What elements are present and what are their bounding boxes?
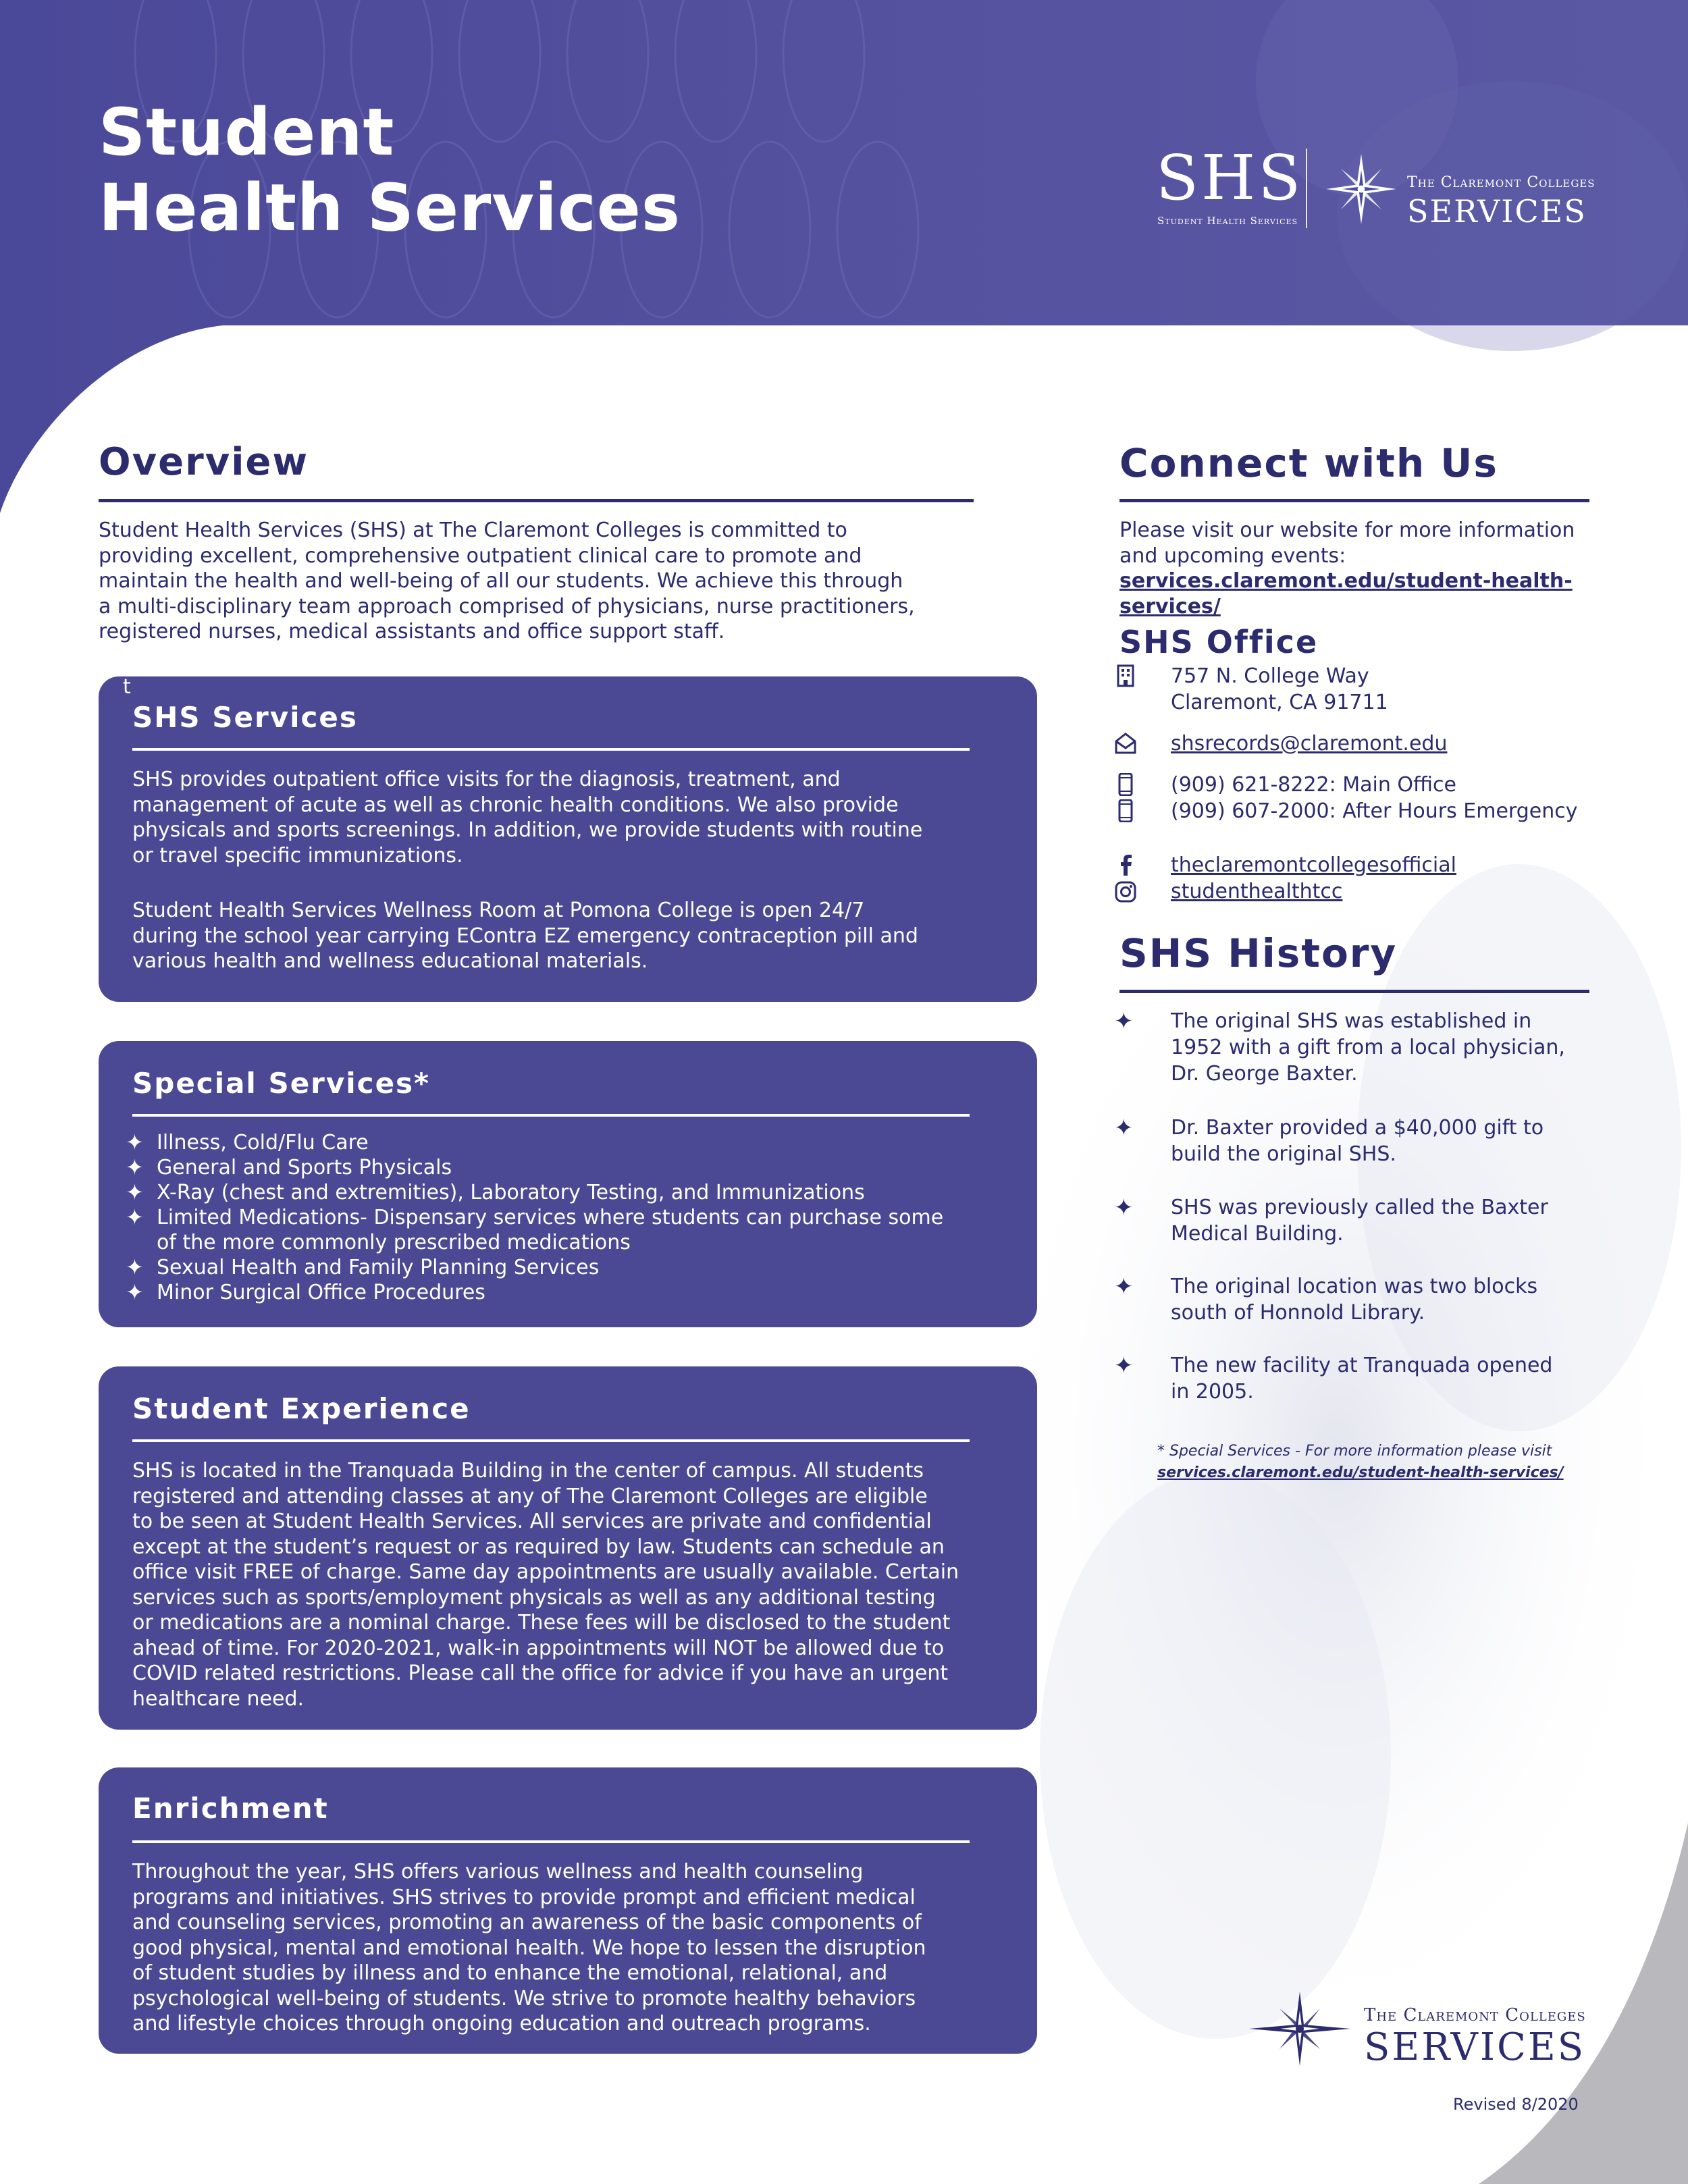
special-services-box bbox=[99, 1041, 1037, 1327]
list-item-text: of the more commonly prescribed medications bbox=[157, 1231, 631, 1254]
phone-main[interactable]: (909) 621-8222: Main Office bbox=[1171, 773, 1457, 797]
list-item bbox=[126, 1130, 1017, 1155]
star-bullet-icon: ✦ bbox=[126, 1129, 144, 1155]
text-line: Please visit our website for more information bbox=[1119, 518, 1575, 542]
text-line: good physical, mental and emotional health. We hope to lessen the disruption bbox=[132, 1936, 926, 1960]
phone-numbers bbox=[1171, 772, 1578, 824]
overview-line: a multi-disciplinary team approach comprised of physicians, nurse practitioners, bbox=[99, 594, 915, 618]
star-bullet-icon: ✦ bbox=[126, 1254, 144, 1280]
social-links bbox=[1171, 852, 1456, 905]
shs-services-rule bbox=[132, 748, 970, 751]
list-item-text: General and Sports Physicals bbox=[157, 1156, 452, 1179]
text-line: SHS was previously called the Baxter bbox=[1171, 1196, 1548, 1219]
text-line: Medical Building. bbox=[1171, 1222, 1344, 1246]
address bbox=[1171, 663, 1388, 716]
text-line: SHS provides outpatient office visits for the diagnosis, treatment, and bbox=[132, 768, 841, 791]
overview-line: Student Health Services (SHS) at The Claremont Colleges is committed to bbox=[99, 518, 847, 542]
footnote-text: * Special Services - For more information please visit bbox=[1157, 1443, 1552, 1460]
text-line: various health and wellness educational materials. bbox=[132, 949, 648, 973]
title-line-1: Student bbox=[99, 95, 395, 170]
text-line: COVID related restrictions. Please call the office for advice if you have an urgent bbox=[132, 1661, 949, 1685]
address-line-1: 757 N. College Way bbox=[1171, 664, 1369, 688]
social-rows bbox=[1114, 852, 1641, 906]
list-item bbox=[126, 1280, 1017, 1305]
star-bullet-icon: ✦ bbox=[126, 1154, 144, 1180]
list-item bbox=[126, 1180, 1017, 1205]
logo-shs-text: SHS bbox=[1156, 142, 1304, 214]
text-line: The original location was two blocks bbox=[1171, 1275, 1538, 1298]
text-line: and upcoming events: bbox=[1119, 543, 1346, 568]
connect-intro bbox=[1119, 518, 1673, 619]
enrichment-heading: Enrichment bbox=[132, 1792, 329, 1825]
list-item-text: Illness, Cold/Flu Care bbox=[157, 1131, 369, 1154]
history-item bbox=[1114, 1115, 1600, 1169]
history-item-text bbox=[1171, 1352, 1603, 1405]
shs-services-para-1 bbox=[132, 767, 1010, 868]
overview-line: registered nurses, medical assistants and office support staff. bbox=[99, 620, 725, 643]
star-bullet-icon: ✦ bbox=[1114, 1115, 1134, 1142]
claremont-star-logo-icon bbox=[1249, 1992, 1350, 2066]
text-line: Throughout the year, SHS offers various wellness and health counseling bbox=[132, 1860, 864, 1884]
text-line: healthcare need. bbox=[132, 1686, 305, 1711]
history-heading: SHS History bbox=[1119, 930, 1398, 976]
revised-date: Revised 8/2020 bbox=[1453, 2095, 1579, 2114]
text-line: or travel specific immunizations. bbox=[132, 843, 463, 868]
mail-icon bbox=[1114, 732, 1137, 755]
history-item bbox=[1114, 1008, 1600, 1089]
stray-letter: t bbox=[123, 676, 131, 699]
special-services-heading: Special Services* bbox=[132, 1067, 431, 1100]
star-bullet-icon: ✦ bbox=[1114, 1194, 1134, 1221]
history-item bbox=[1114, 1194, 1600, 1248]
enrichment-text bbox=[132, 1859, 1010, 2037]
star-bullet-icon: ✦ bbox=[126, 1279, 144, 1305]
footer-claremont-text: The Claremont Colleges bbox=[1364, 2005, 1586, 2025]
list-item bbox=[126, 1255, 1017, 1280]
overview-heading: Overview bbox=[99, 440, 309, 484]
email-link[interactable] bbox=[1171, 730, 1447, 757]
list-item-text: Minor Surgical Office Procedures bbox=[157, 1281, 485, 1304]
claremont-star-logo-icon bbox=[1325, 153, 1398, 225]
special-services-rule bbox=[132, 1114, 970, 1117]
text-line: Dr. Baxter provided a $40,000 gift to bbox=[1171, 1116, 1544, 1140]
enrichment-box bbox=[99, 1767, 1037, 2054]
footnote bbox=[1157, 1441, 1564, 1484]
text-line: except at the student’s request or as required by law. Students can schedule an bbox=[132, 1535, 945, 1559]
footer-logo bbox=[1249, 1992, 1593, 2073]
star-bullet-icon: ✦ bbox=[126, 1204, 144, 1230]
student-experience-box bbox=[99, 1366, 1037, 1730]
text-line: The new facility at Tranquada opened bbox=[1171, 1354, 1553, 1377]
shs-logo bbox=[1156, 142, 1595, 232]
text-line: management of acute as well as chronic health conditions. We also provide bbox=[132, 793, 899, 817]
history-item-text bbox=[1171, 1194, 1603, 1247]
email-row bbox=[1114, 730, 1641, 757]
text-line: Student Health Services Wellness Room at Pomona College is open 24/7 bbox=[132, 899, 865, 922]
shs-services-heading: SHS Services bbox=[132, 701, 358, 734]
footnote-link[interactable]: services.claremont.edu/student-health-services/ bbox=[1157, 1464, 1564, 1481]
footer-services-text: SERVICES bbox=[1364, 2025, 1586, 2069]
text-line: ahead of time. For 2020-2021, walk-in appointments will NOT be allowed due to bbox=[132, 1636, 945, 1660]
text-line: or medications are a nominal charge. These fees will be disclosed to the student bbox=[132, 1611, 951, 1634]
overview-text bbox=[99, 518, 1044, 645]
building-icon bbox=[1114, 664, 1137, 687]
phone-icon bbox=[1114, 799, 1137, 822]
text-line: and lifestyle choices through ongoing education and outreach programs. bbox=[132, 2012, 871, 2035]
overview-line: maintain the health and well-being of all our students. We achieve this through bbox=[99, 569, 903, 593]
text-line: SHS is located in the Tranquada Building in the center of campus. All students bbox=[132, 1459, 924, 1483]
text-line: registered and attending classes at any of The Claremont Colleges are eligible bbox=[132, 1484, 928, 1508]
text-line: office visit FREE of charge. Same day appointments are usually available. Certain bbox=[132, 1560, 959, 1584]
facebook-link[interactable]: theclaremontcollegesofficial bbox=[1171, 853, 1456, 877]
address-row bbox=[1114, 663, 1641, 717]
list-item-text: Limited Medications- Dispensary services where students can purchase some bbox=[157, 1206, 944, 1229]
text-line: build the original SHS. bbox=[1171, 1142, 1396, 1166]
text-line: of student studies by illness and to enhance the emotional, relational, and bbox=[132, 1961, 888, 1985]
phone-rows bbox=[1114, 772, 1641, 826]
logo-shs-subtitle: Student Health Services bbox=[1157, 215, 1298, 227]
history-rule bbox=[1119, 990, 1589, 993]
student-experience-heading: Student Experience bbox=[132, 1392, 471, 1425]
student-experience-rule bbox=[132, 1439, 970, 1442]
overview-line: providing excellent, comprehensive outpatient clinical care to promote and bbox=[99, 543, 862, 568]
star-bullet-icon: ✦ bbox=[1114, 1352, 1134, 1379]
star-bullet-icon: ✦ bbox=[126, 1179, 144, 1205]
text-line: south of Honnold Library. bbox=[1171, 1301, 1425, 1325]
logo-claremont-text: The Claremont Colleges bbox=[1407, 174, 1595, 191]
history-item-text bbox=[1171, 1008, 1603, 1087]
office-heading: SHS Office bbox=[1119, 624, 1319, 660]
list-item-text: X-Ray (chest and extremities), Laboratory Testing, and Immunizations bbox=[157, 1181, 865, 1204]
text-line: psychological well-being of students. We strive to promote healthy behaviors bbox=[132, 1986, 916, 2010]
connect-heading: Connect with Us bbox=[1119, 440, 1498, 486]
text-line: physicals and sports screenings. In addition, we provide students with routine bbox=[132, 818, 923, 842]
overview-rule bbox=[99, 499, 974, 502]
list-item bbox=[126, 1155, 1017, 1180]
history-item-text bbox=[1171, 1273, 1603, 1326]
text-line: The original SHS was established in bbox=[1171, 1009, 1532, 1033]
text-line: Dr. George Baxter. bbox=[1171, 1062, 1358, 1086]
list-item-text: Sexual Health and Family Planning Services bbox=[157, 1256, 600, 1279]
text-line: during the school year carrying EContra EZ emergency contraception pill and bbox=[132, 924, 918, 948]
facebook-icon bbox=[1114, 853, 1137, 876]
enrichment-rule bbox=[132, 1840, 970, 1843]
instagram-link[interactable]: studenthealthtcc bbox=[1171, 880, 1343, 903]
website-link[interactable]: services.claremont.edu/student-health-services/ bbox=[1119, 569, 1573, 618]
shs-services-box bbox=[99, 676, 1037, 1002]
text-line: in 2005. bbox=[1171, 1380, 1254, 1404]
shs-services-para-2 bbox=[132, 898, 1010, 974]
history-item-text bbox=[1171, 1115, 1603, 1167]
history-item bbox=[1114, 1273, 1600, 1327]
title-line-2: Health Services bbox=[99, 170, 681, 246]
email-text[interactable]: shsrecords@claremont.edu bbox=[1171, 732, 1448, 755]
connect-rule bbox=[1119, 499, 1589, 502]
special-services-list bbox=[126, 1130, 1017, 1305]
star-bullet-icon: ✦ bbox=[1114, 1273, 1134, 1300]
list-item bbox=[126, 1205, 1017, 1255]
text-line: and counseling services, promoting an awareness of the basic components of bbox=[132, 1911, 922, 1934]
history-item bbox=[1114, 1352, 1600, 1406]
student-experience-text bbox=[132, 1458, 1010, 1711]
text-line: programs and initiatives. SHS strives to provide prompt and efficient medical bbox=[132, 1885, 916, 1909]
page-title bbox=[99, 95, 681, 246]
logo-services-text: SERVICES bbox=[1407, 193, 1587, 230]
text-line: to be seen at Student Health Services. All services are private and confidential bbox=[132, 1510, 932, 1533]
text-line: services such as sports/employment physicals as well as any additional testing bbox=[132, 1585, 936, 1609]
star-bullet-icon: ✦ bbox=[1114, 1008, 1134, 1035]
phone-after-hours[interactable]: (909) 607-2000: After Hours Emergency bbox=[1171, 799, 1578, 823]
phone-icon bbox=[1114, 773, 1137, 796]
instagram-icon bbox=[1114, 880, 1137, 903]
address-line-2: Claremont, CA 91711 bbox=[1171, 691, 1388, 714]
logo-divider bbox=[1306, 149, 1307, 228]
header bbox=[0, 0, 1688, 513]
text-line: 1952 with a gift from a local physician, bbox=[1171, 1036, 1565, 1059]
